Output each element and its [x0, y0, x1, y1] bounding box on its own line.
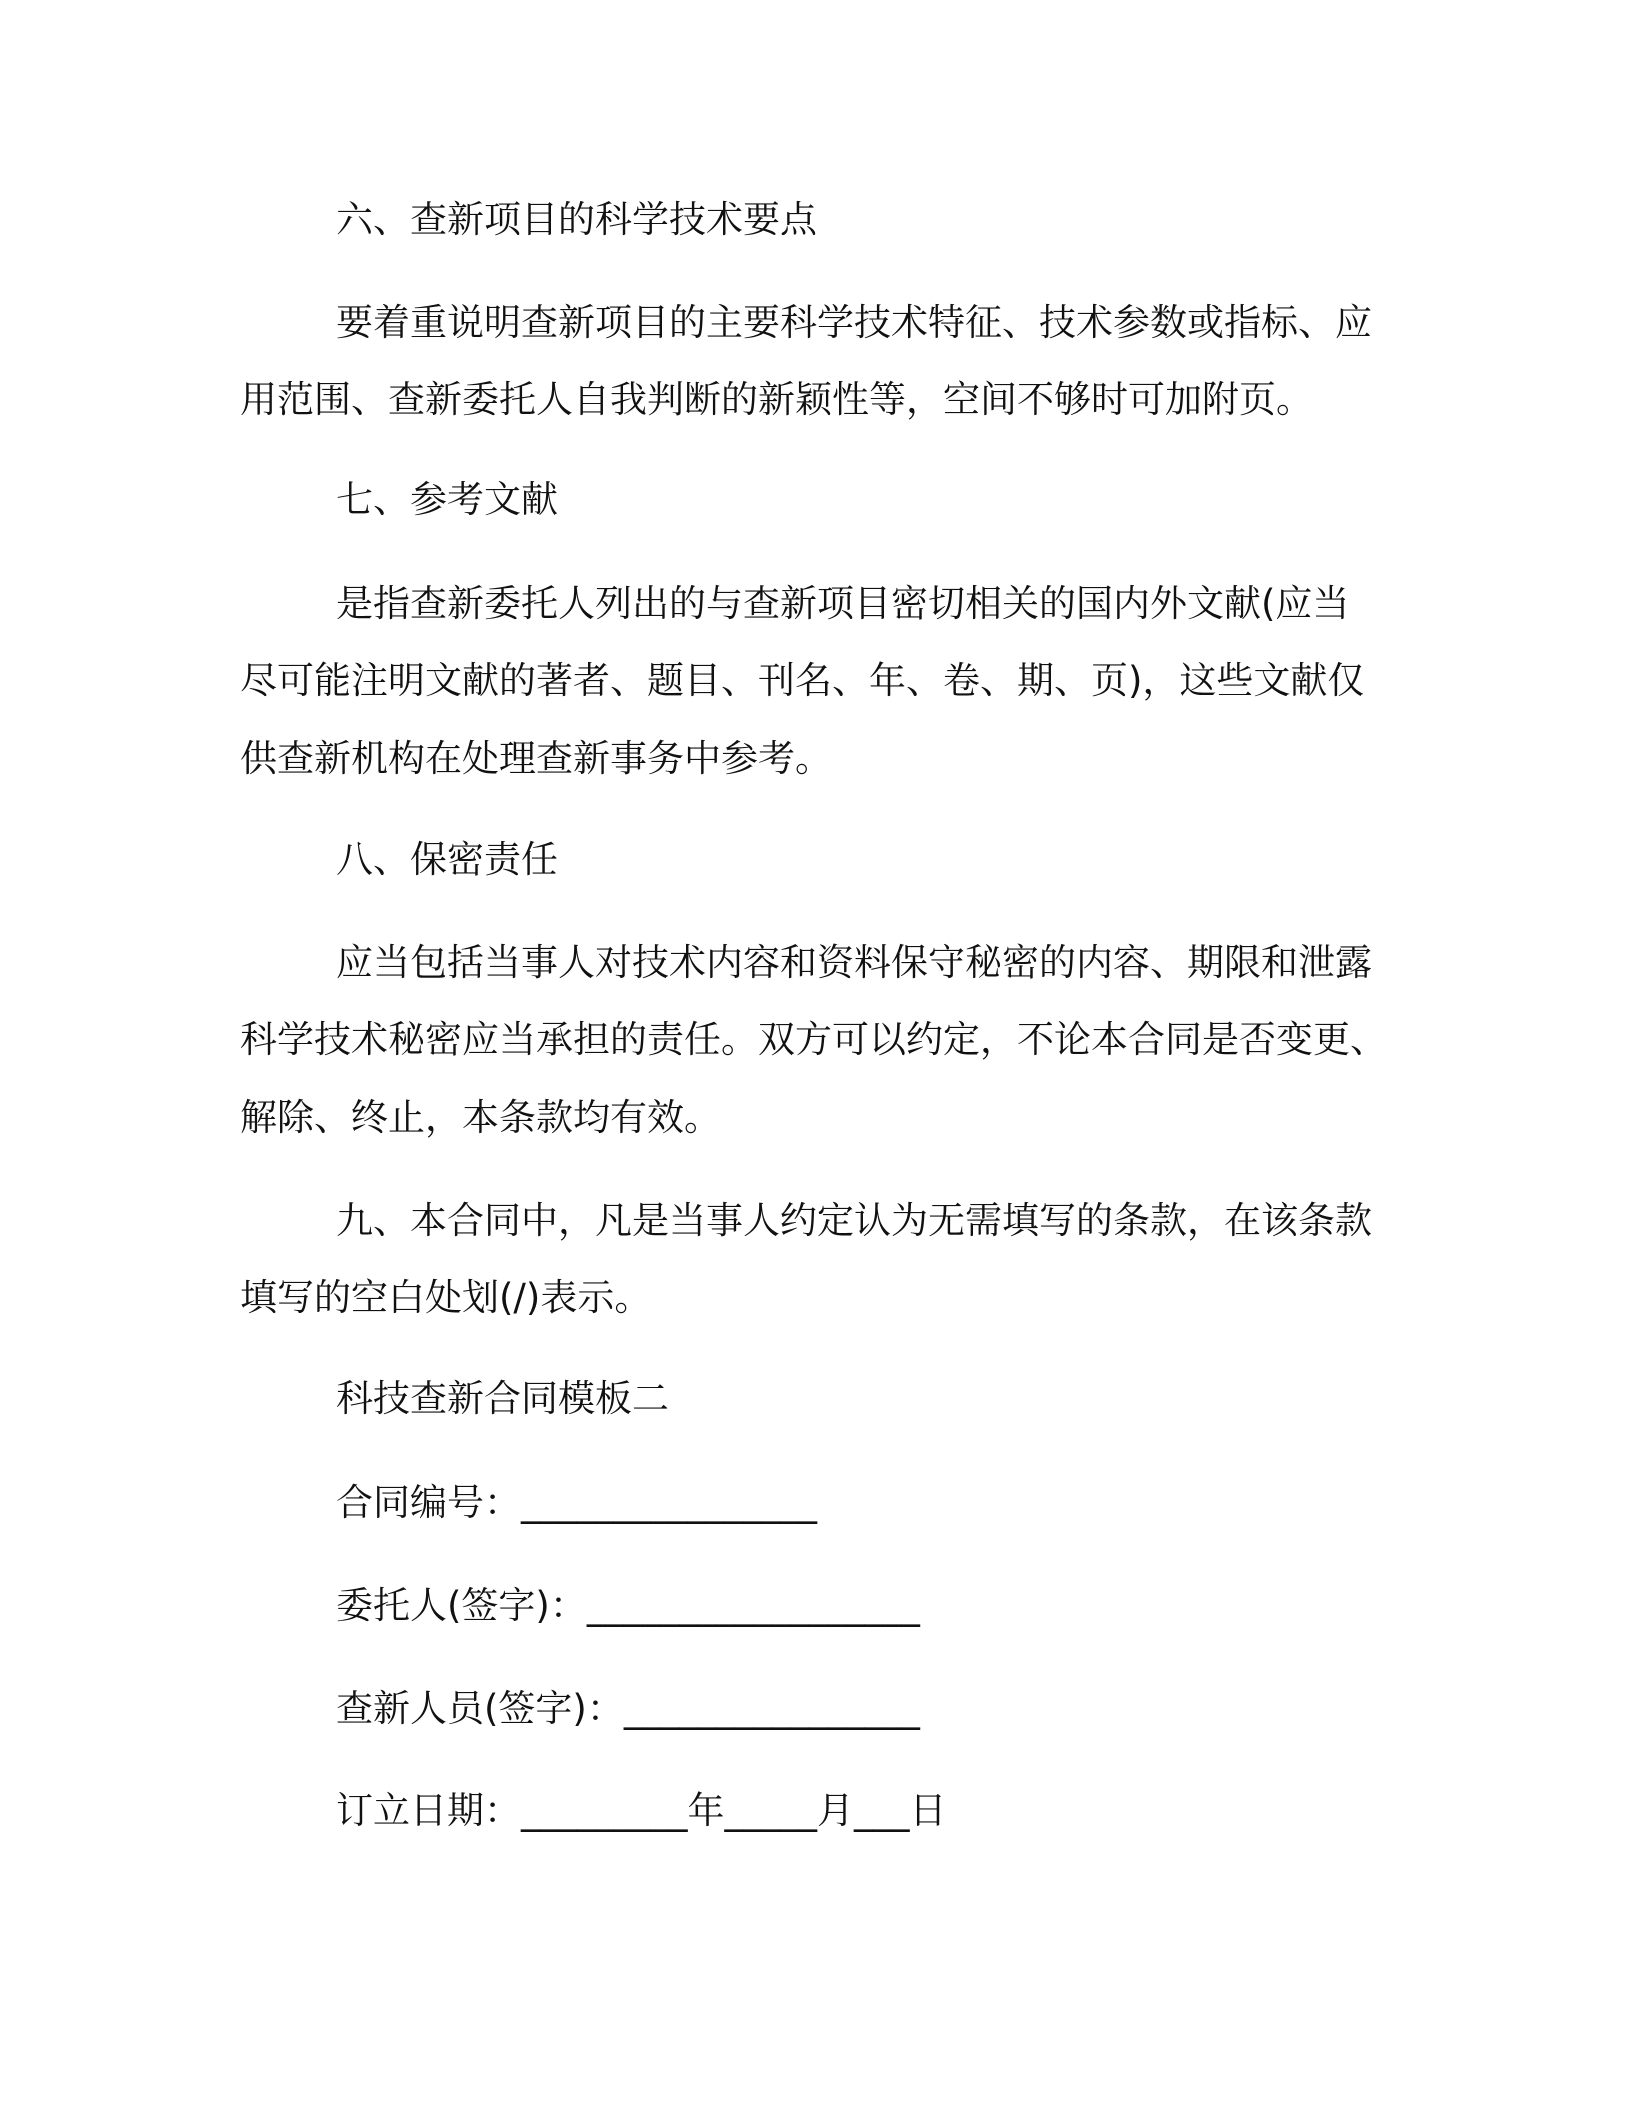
- section8-paragraph-line-2: 科学技术秘密应当承担的责任。双方可以约定，不论本合同是否变更、: [240, 1018, 1387, 1061]
- section8-paragraph-line-3: 解除、终止，本条款均有效。: [240, 1096, 721, 1139]
- section8-heading: 八、保密责任: [336, 838, 558, 881]
- section7-heading: 七、参考文献: [336, 478, 558, 521]
- template-title: 科技查新合同模板二: [336, 1377, 669, 1420]
- section7-paragraph-line-1: 是指查新委托人列出的与查新项目密切相关的国内外文献(应当: [336, 582, 1350, 625]
- section6-paragraph-line-2: 用范围、查新委托人自我判断的新颖性等，空间不够时可加附页。: [240, 378, 1313, 421]
- section7-paragraph-line-3: 供查新机构在处理查新事务中参考。: [240, 737, 832, 780]
- client-signature-field: 委托人(签字)：__________________: [336, 1584, 920, 1627]
- section6-paragraph-line-1: 要着重说明查新项目的主要科学技术特征、技术参数或指标、应: [336, 301, 1372, 344]
- section9-paragraph-line-2: 填写的空白处划(/)表示。: [240, 1276, 652, 1319]
- section7-paragraph-line-2: 尽可能注明文献的著者、题目、刊名、年、卷、期、页)，这些文献仅: [240, 659, 1365, 702]
- sign-date-field: 订立日期：_________年_____月___日: [336, 1789, 947, 1832]
- section6-heading: 六、查新项目的科学技术要点: [336, 198, 817, 241]
- staff-signature-field: 查新人员(签字)：________________: [336, 1687, 920, 1730]
- section9-paragraph-line-1: 九、本合同中，凡是当事人约定认为无需填写的条款，在该条款: [336, 1199, 1372, 1242]
- contract-number-field: 合同编号：________________: [336, 1481, 817, 1524]
- section8-paragraph-line-1: 应当包括当事人对技术内容和资料保守秘密的内容、期限和泄露: [336, 941, 1372, 984]
